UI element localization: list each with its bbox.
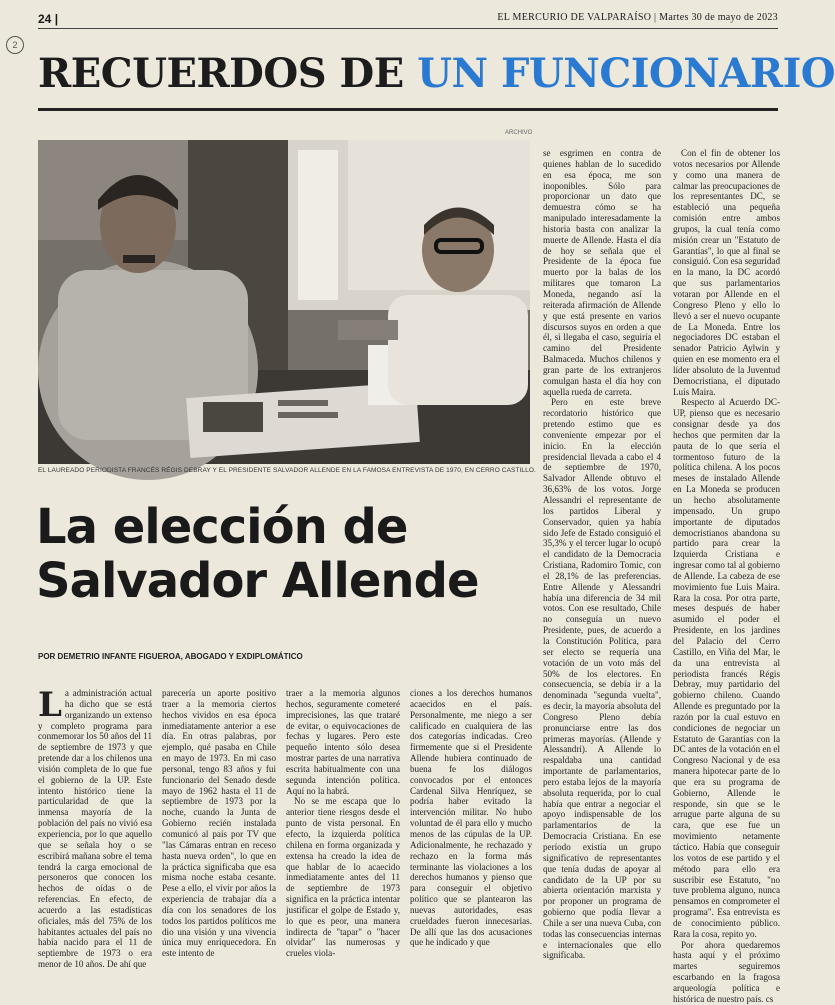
body-column-right-1 — [543, 148, 661, 983]
body-column-right-2 — [673, 148, 780, 1004]
newspaper-header: EL MERCURIO DE VALPARAÍSO | Martes 30 de mayo de 2023 — [497, 12, 778, 23]
section-rule — [38, 108, 778, 111]
photo-illustration — [38, 140, 530, 464]
body-text-r1: se esgrimen en contra de quienes hablan de lo sucedido en esa época, me son inoponibles. Sólo para proporcionar un dato que demuestra cómo se ha manipulado interesadamente la historia basta con analizar la muerte de Allende. Hasta el día de hoy se señala que el Presidente de la época fue muerto por la balas de los militares que tomaron La Moneda, negando así la reiterada afirmación de Allende y que está presente en varios discursos suyos en orden a que él, si llegaba el caso, seguiría el camino del Presidente Balmaceda. Muchos chilenos y gran parte de los extranjeros comulgan hasta el día hoy con aquella rueda de carreta. — [543, 148, 661, 397]
body-text-r2c: Por ahora quedaremos hasta aquí y el próximo martes seguiremos escarbando en la fragosa arqueología política e histórica de nuestro país. — [673, 939, 780, 1004]
body-text-r1b: Pero en este breve recordatorio histórico que pretendo estimo que es conveniente empezar por el inicio. En la elección presidencial llevada a cabo el 4 de septiembre de 1970, Salvador Allende obtuvo el 36,63% de los votos. Jorge Alessandri el representante de los partidos Liberal y Conservador, quien ya había sido Jefe de Estado consiguió el 35,3% y el tercer lugar lo ocupó el candidato de la Democracia Cristiana, Radomiro Tomic, con el 28,1% de las preferencias. Entre Allende y Alessandri había una diferencia de 34 mil votos. Con ese resultado, Chile no conseguía un nuevo Presidente, pues, de acuerdo a la Constitución Política, para ser electo se requería una votación de un voto más del 50% de los electores. En consecuencia, se debía ir a la denominada "segunda vuelta", es decir, la mayoría absoluta del Congreso Pleno debía pronunciarse entre las dos primeras mayorías. (Allende y Alessandri). A Allende lo respaldaba una cantidad importante de parlamentarios, pero estaba lejos de la mayoría absoluta requerida, por lo cual había que entrar a negociar el apoyo indispensable de los parlamentarios de la Democracia Cristiana. En ese período existía un grupo significativo de representantes que tenía dudas de apoyar al candidato de la UP por su abierta orientación marxista y por proponer un programa de gobierno que podía llevar a Chile a ser una nueva Cuba, con todas las consecuencias internas e internacionales que ello significaba. — [543, 397, 661, 961]
top-rule — [38, 28, 778, 29]
section-title-part2: UN FUNCIONARIO — [417, 50, 835, 97]
body-text-c1: a administración actual ha dicho que se está organizando un extenso y completo programa para conmemorar los 50 años del 11 de septiembre de 1973 y que pretende dar a los chilenos una visión completa de lo que fue el gobierno de la UP. Este intento histórico tiene la particularidad de que la inmensa mayoría de la población del país no vivió esa experiencia, por lo que aquello que se señala hoy o se escribirá mañana sobre el tema tendrá la carga emocional de personeros que conocen los hechos de oídas o de referencias. En efecto, de acuerdo a las estadísticas oficiales, más del 75% de los habitantes actuales del país no había nacido para el 11 de septiembre de 1973 o era menor de 10 años. De ahí que — [38, 688, 152, 970]
margin-mark: 2 — [6, 36, 24, 54]
article-photo — [38, 140, 530, 464]
body-text-c3b: No se me escapa que lo anterior tiene riesgos desde el punto de vista personal. En efecto, la izquierda política chilena en forma organizada y extensa ha creado la idea de que hablar de lo acaecido inmediatamente antes del 11 de septiembre de 1973 significa en la práctica intentar justificar el golpe de Estado y, lo que es peor, una manera indirecta de "tapar" o "hacer olvidar" las numerosas y crueles viola- — [286, 796, 400, 959]
body-column-3 — [286, 688, 400, 983]
page-number: 24 | — [38, 12, 59, 26]
dropcap: L — [38, 685, 62, 725]
body-column-1 — [38, 685, 152, 983]
photo-credit: ARCHIVO — [505, 130, 533, 136]
byline: POR DEMETRIO INFANTE FIGUEROA, ABOGADO Y EXDIPLOMÁTICO — [38, 652, 303, 661]
body-text-c2: parecería un aporte positivo traer a la memoria ciertos hechos vividos en esa época inmediatamente anterior a ese día. En otras palabras, por ejemplo, qué pasaba en Chile en mayo de 1973. En mi caso personal, tengo 83 años y fui funcionario del Senado desde mayo de 1962 hasta el 11 de septiembre de 1973 por la noche, cuando la Junta de Gobierno recién instalada comunicó al país por TV que "las Cámaras entran en receso hasta nueva orden", lo que en la práctica significaba que esa misma noche estaba cesante. Pese a ello, el vivir por años la experiencia de trabajar día a día con los senadores de los todos los partidos políticos me dio una visión y una vivencia única muy enriquecedora. En este intento de — [162, 688, 276, 959]
headline-line2: Salvador Allende — [36, 553, 479, 609]
headline-line1: La elección de — [36, 499, 408, 555]
photo-caption: EL LAUREADO PERIODISTA FRANCÉS RÉGIS DEBRAY Y EL PRESIDENTE SALVADOR ALLENDE EN LA FAMOSA ENTREVISTA DE 1970, EN CERRO CASTILLO. — [38, 467, 536, 474]
body-text-c3: traer a la memoria algunos hechos, seguramente cometeré imprecisiones, las que trataré de evitar, o equivocaciones de fechas y lugares. Pero este pequeño intento sólo desea mostrar partes de una narrativa escrita habitualmente con una segunda intención política. Aquí no la habrá. — [286, 688, 400, 796]
body-column-4 — [410, 688, 532, 983]
body-column-2 — [162, 688, 276, 983]
section-title-part1: RECUERDOS DE — [38, 50, 404, 97]
body-text-r2b: Respecto al Acuerdo DC-UP, pienso que es necesario consignar desde ya dos hechos que permiten dar la pauta de lo que sería el tormentoso futuro de la política chilena. A los pocos meses de instalado Allende en La Moneda se producen un hecho absolutamente impensado. Un grupo importante de diputados democristianos abandona su partido para crear la Izquierda Cristiana e ingresar como tal al gobierno de Allende. La cabeza de ese movimiento fue Luis Maira. Rara la cosa. Por otra parte, meses después de haber asumido el poder el Presidente, en los jardines del Palacio del Cerro Castillo, en Viña del Mar, le da una entrevista al periodista francés Régis Debray, muy partidario del gobierno chileno. Cuando Allende es preguntado por la razón por la cual estuvo en condiciones de negociar un Estatuto de Garantías con la DC antes de la votación en el Congreso Nacional y de esa manera hipotecar parte de lo que era su programa de Gobierno, Allende le responde, sin que se le arrugue parte alguna de su cara, que ese fue un movimiento netamente táctico. Había que conseguir los votos de ese partido y el método para ello era suscribir ese Estatuto, "no tuve problema alguno, nunca pensamos en comprometer el programa". Esa entrevista es de conocimiento público. Rara la cosa, repito yo. — [673, 397, 780, 939]
section-title — [38, 52, 835, 96]
body-text-r2: Con el fin de obtener los votos necesarios por Allende y como una manera de calmar las preocupaciones de los representantes DC, se estableció una pequeña comisión entre ambos grupos, la cual tenía como misión crear un "Estatuto de Garantías", lo que al final se consiguió. Con esa seguridad en la mano, la DC acordó que sus parlamentarios votaran por Allende en el Congreso Pleno y ello lo llevó a ser el nuevo ocupante de La Moneda. Entre los negociadores DC estaban el senador Patricio Aylwin y quien en ese momento era el líder absoluto de la Juventud Democristiana, el diputado Luis Maira. — [673, 148, 780, 397]
article-headline — [36, 500, 536, 608]
end-mark: cs — [765, 993, 774, 1004]
body-text-c4: ciones a los derechos humanos acaecidos en el país. Personalmente, me niego a ser calificado en cualquiera de las dos categorías indicadas. Creo firmemente que si el Presidente Allende hubiera continuado de buena fe los diálogos convocados por el entonces Cardenal Silva Henríquez, se podría haber evitado la intervención militar. No hubo voluntad de él para ello y mucho menos de las cúpulas de la UP. Adicionalmente, he rechazado y rechazo en la forma más terminante las violaciones a los derechos humanos y pienso que para conseguir el objetivo político que se plantearon las nuevas autoridades, esas crueldades fueron innecesarias. De allí que las dos acusaciones que he indicado y que — [410, 688, 532, 948]
